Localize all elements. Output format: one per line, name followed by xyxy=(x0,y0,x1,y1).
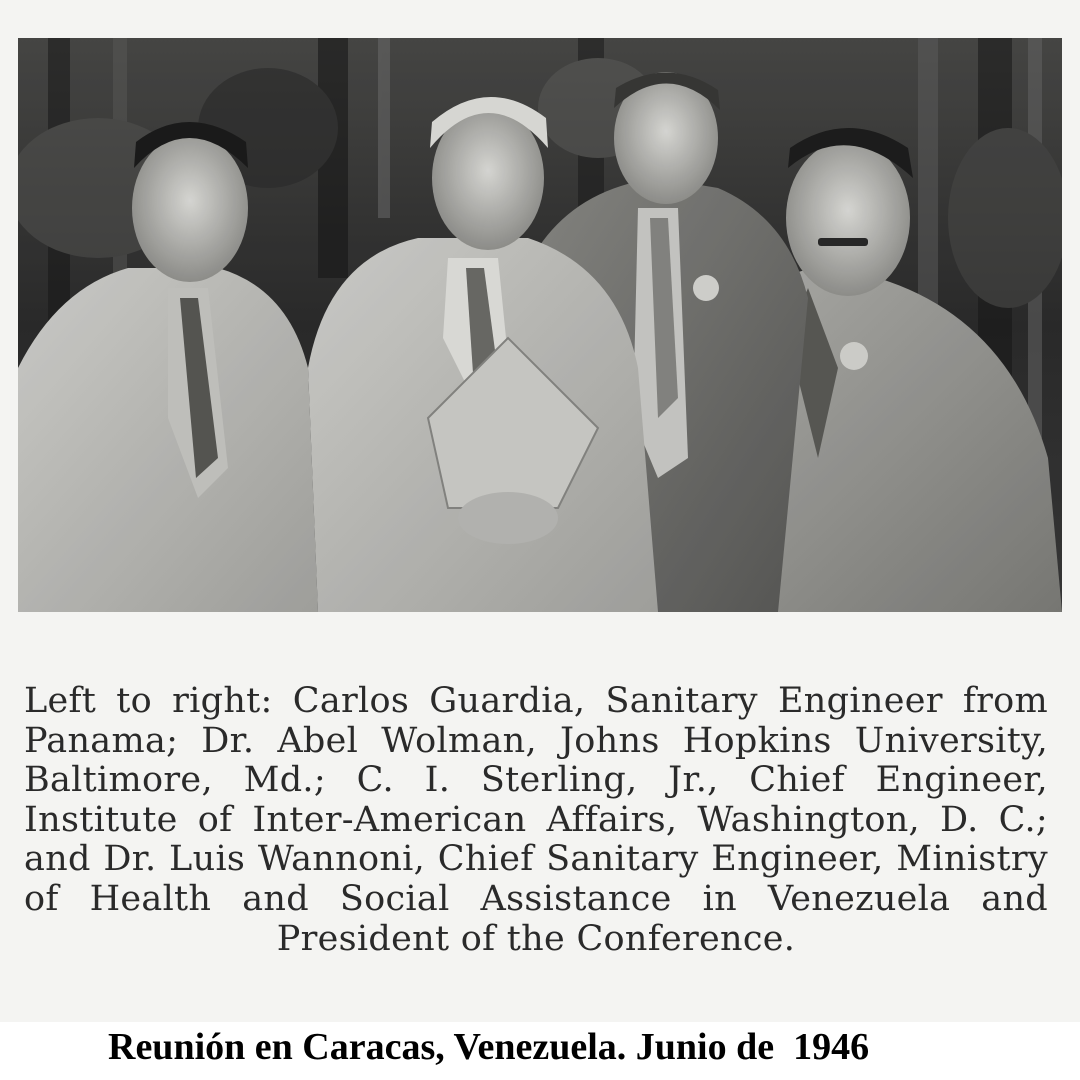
footer-title: Reunión en Caracas, Venezuela. Junio de 1946 xyxy=(108,1026,870,1068)
group-photograph xyxy=(18,38,1062,612)
photo-caption: Left to right: Carlos Guardia, Sanitary Engineer from Panama; Dr. Abel Wolman, Johns Hopkins University, Baltimore, Md.; C. I. Sterling, Jr., Chief Engineer, Institute of Inter-American Affairs, Washington, D. C.; and Dr. Luis Wannoni, Chief Sanitary Engineer, Ministry of Health and Social Assistance in Venezuela and President of the Conference. xyxy=(24,681,1048,959)
photo-illustration xyxy=(18,38,1062,612)
